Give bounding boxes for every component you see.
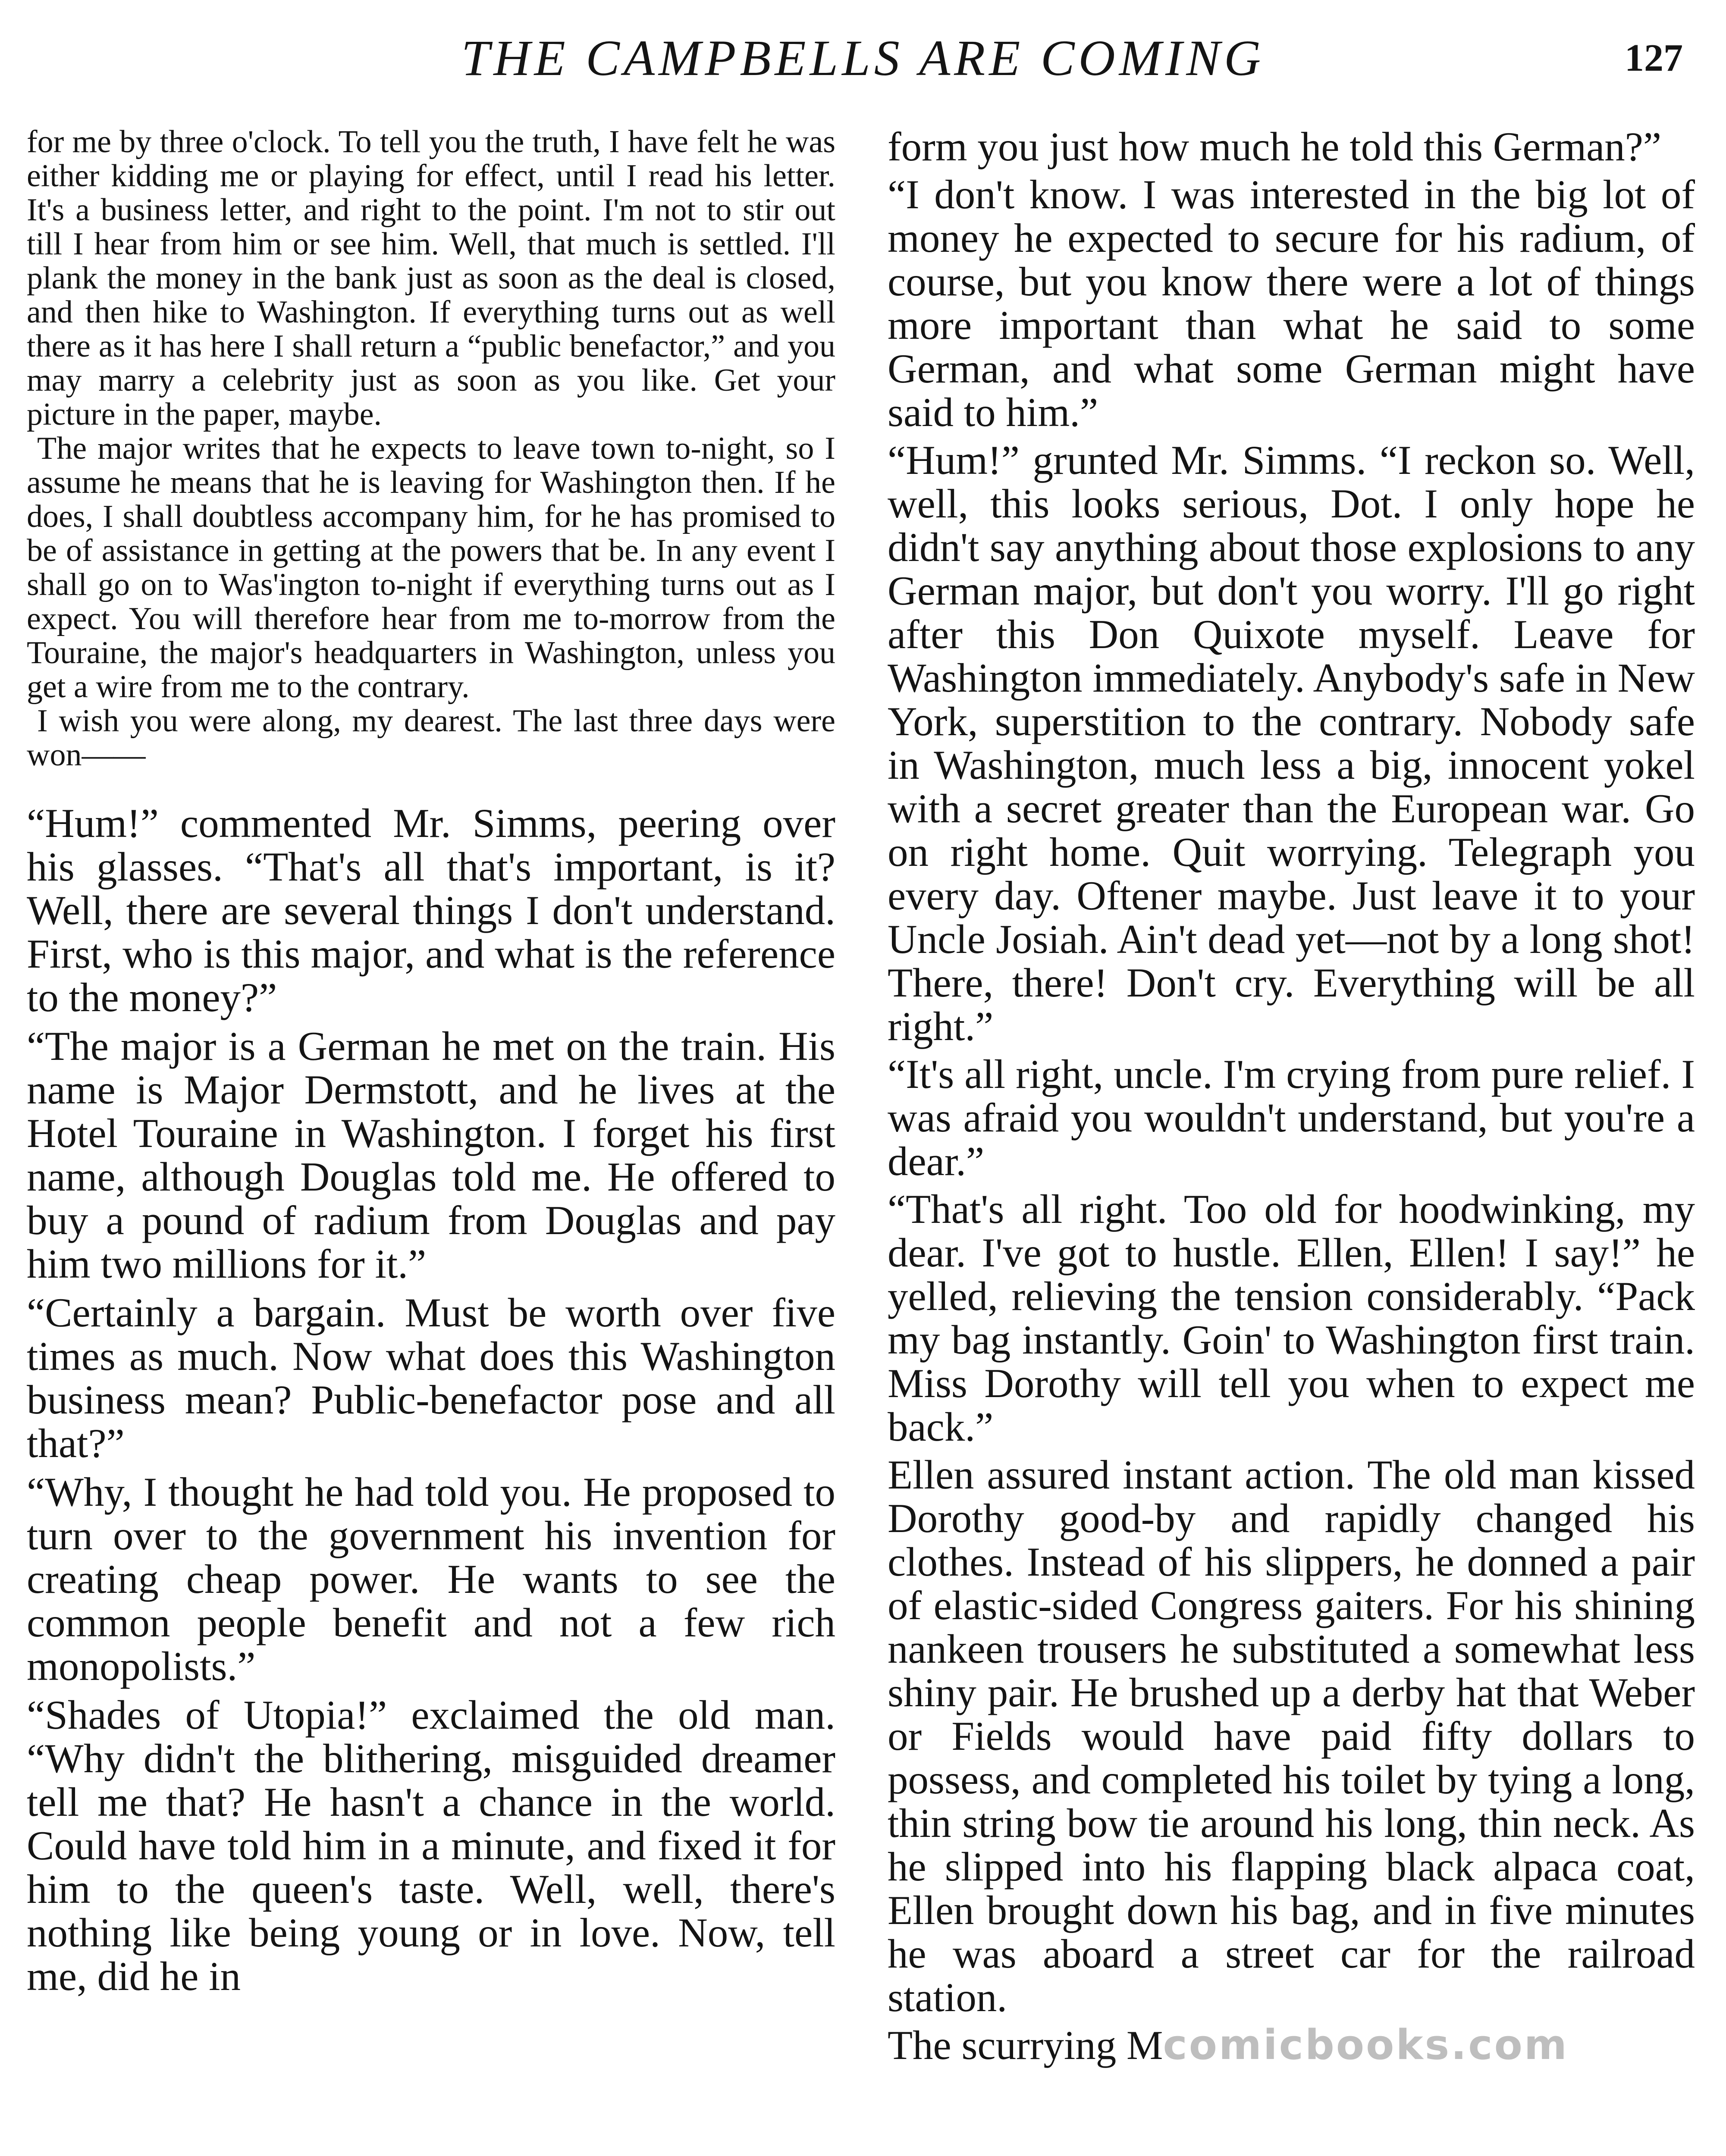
watermark: comicbooks.com: [1163, 2021, 1569, 2069]
page-number: 127: [1625, 37, 1683, 79]
paragraph: “That's all right. Too old for hoodwinking, my dear. I've got to hustle. Ellen, Ellen! I say!” he yelled, relieving the tension considerably. “Pack my bag instantly. Goin' to Washington first train. Miss Dorothy will tell you when to expect me back.”: [888, 1186, 1695, 1450]
paragraph: form you just how much he told this German?”: [888, 124, 1662, 169]
last-line: [888, 2021, 1695, 2069]
left-column: [27, 125, 835, 2003]
paragraph: “It's all right, uncle. I'm crying from pure relief. I was afraid you wouldn't understand, but you're a dear.”: [888, 1051, 1695, 1184]
paragraph: “The major is a German he met on the train. His name is Major Dermstott, and he lives at the Hotel Touraine in Washington. I forget his first name, although Douglas told me. He offered to buy a pound of radium from Douglas and pay him two millions for it.”: [27, 1023, 835, 1287]
running-title: THE CAMPBELLS ARE COMING: [461, 30, 1265, 86]
letter-paragraph: for me by three o'clock. To tell you the truth, I have felt he was either kidding me or playing for effect, until I read his letter. It's a business letter, and right to the point. I'm not to stir out till I hear from him or see him. Well, that much is settled. I'll plank the money in the bank just as soon as the deal is closed, and then hike to Washington. If everything turns out as well there as it has here I shall return a “public benefactor,” and you may marry a celebrity just as soon as you like. Get your picture in the paper, maybe.: [27, 124, 835, 432]
last-line-text: The scurrying M: [888, 2022, 1163, 2068]
right-column: [888, 125, 1695, 2071]
letter-paragraph: I wish you were along, my dearest. The last three days were won——: [27, 703, 835, 773]
paragraph: “Hum!” commented Mr. Simms, peering over his glasses. “That's all that's important, is it? Well, there are several things I don't understand. First, who is this major, and what is the reference to the money?”: [27, 800, 835, 1020]
paragraph: “Why, I thought he had told you. He proposed to turn over to the government his invention for creating cheap power. He wants to see the common people benefit and not a few rich monopolists.”: [27, 1469, 835, 1689]
paragraph: “I don't know. I was interested in the big lot of money he expected to secure for his radium, of course, but you know there were a lot of things more important than what he said to some German, and what some German might have said to him.”: [888, 172, 1695, 435]
letter-paragraph: The major writes that he expects to leave town to-night, so I assume he means that he is leaving for Washington then. If he does, I shall doubtless accompany him, for he has promised to be of assistance in getting at the powers that be. In any event I shall go on to Was'ington to-night if everything turns out as I expect. You will therefore hear from me to-morrow from the Touraine, the major's headquarters in Washington, unless you get a wire from me to the contrary.: [27, 431, 835, 705]
quoted-letter: [27, 125, 835, 772]
paragraph: “Hum!” grunted Mr. Simms. “I reckon so. Well, well, this looks serious, Dot. I only hope he didn't say anything about those explosions to any German major, but don't you worry. I'll go right after this Don Quixote myself. Leave for Washington immediately. Anybody's safe in New York, superstition to the contrary. Nobody safe in Washington, much less a big, innocent yokel with a secret greater than the European war. Go on right home. Quit worrying. Telegraph you every day. Oftener maybe. Just leave it to your Uncle Josiah. Ain't dead yet—not by a long shot! There, there! Don't cry. Everything will be all right.”: [888, 437, 1695, 1049]
paragraph: Ellen assured instant action. The old man kissed Dorothy good-by and rapidly changed his clothes. Instead of his slippers, he donned a pair of elastic-sided Congress gaiters. For his shining nankeen trousers he substituted a somewhat less shiny pair. He brushed up a derby hat that Weber or Fields would have paid fifty dollars to possess, and completed his toilet by tying a long, thin string bow tie around his long, thin neck. As he slipped into his flapping black alpaca coat, Ellen brought down his bag, and in five minutes he was aboard a street car for the railroad station.: [888, 1452, 1695, 2020]
paragraph: “Certainly a bargain. Must be worth over five times as much. Now what does this Washington business mean? Public-benefactor pose and all that?”: [27, 1290, 835, 1466]
paragraph: “Shades of Utopia!” exclaimed the old man. “Why didn't the blithering, misguided dreamer tell me that? He hasn't a chance in the world. Could have told him in a minute, and fixed it for him to the queen's taste. Well, well, there's nothing like being young or in love. Now, tell me, did he in: [27, 1692, 835, 1999]
page-header: [26, 26, 1700, 99]
left-body-text: [27, 802, 835, 1998]
